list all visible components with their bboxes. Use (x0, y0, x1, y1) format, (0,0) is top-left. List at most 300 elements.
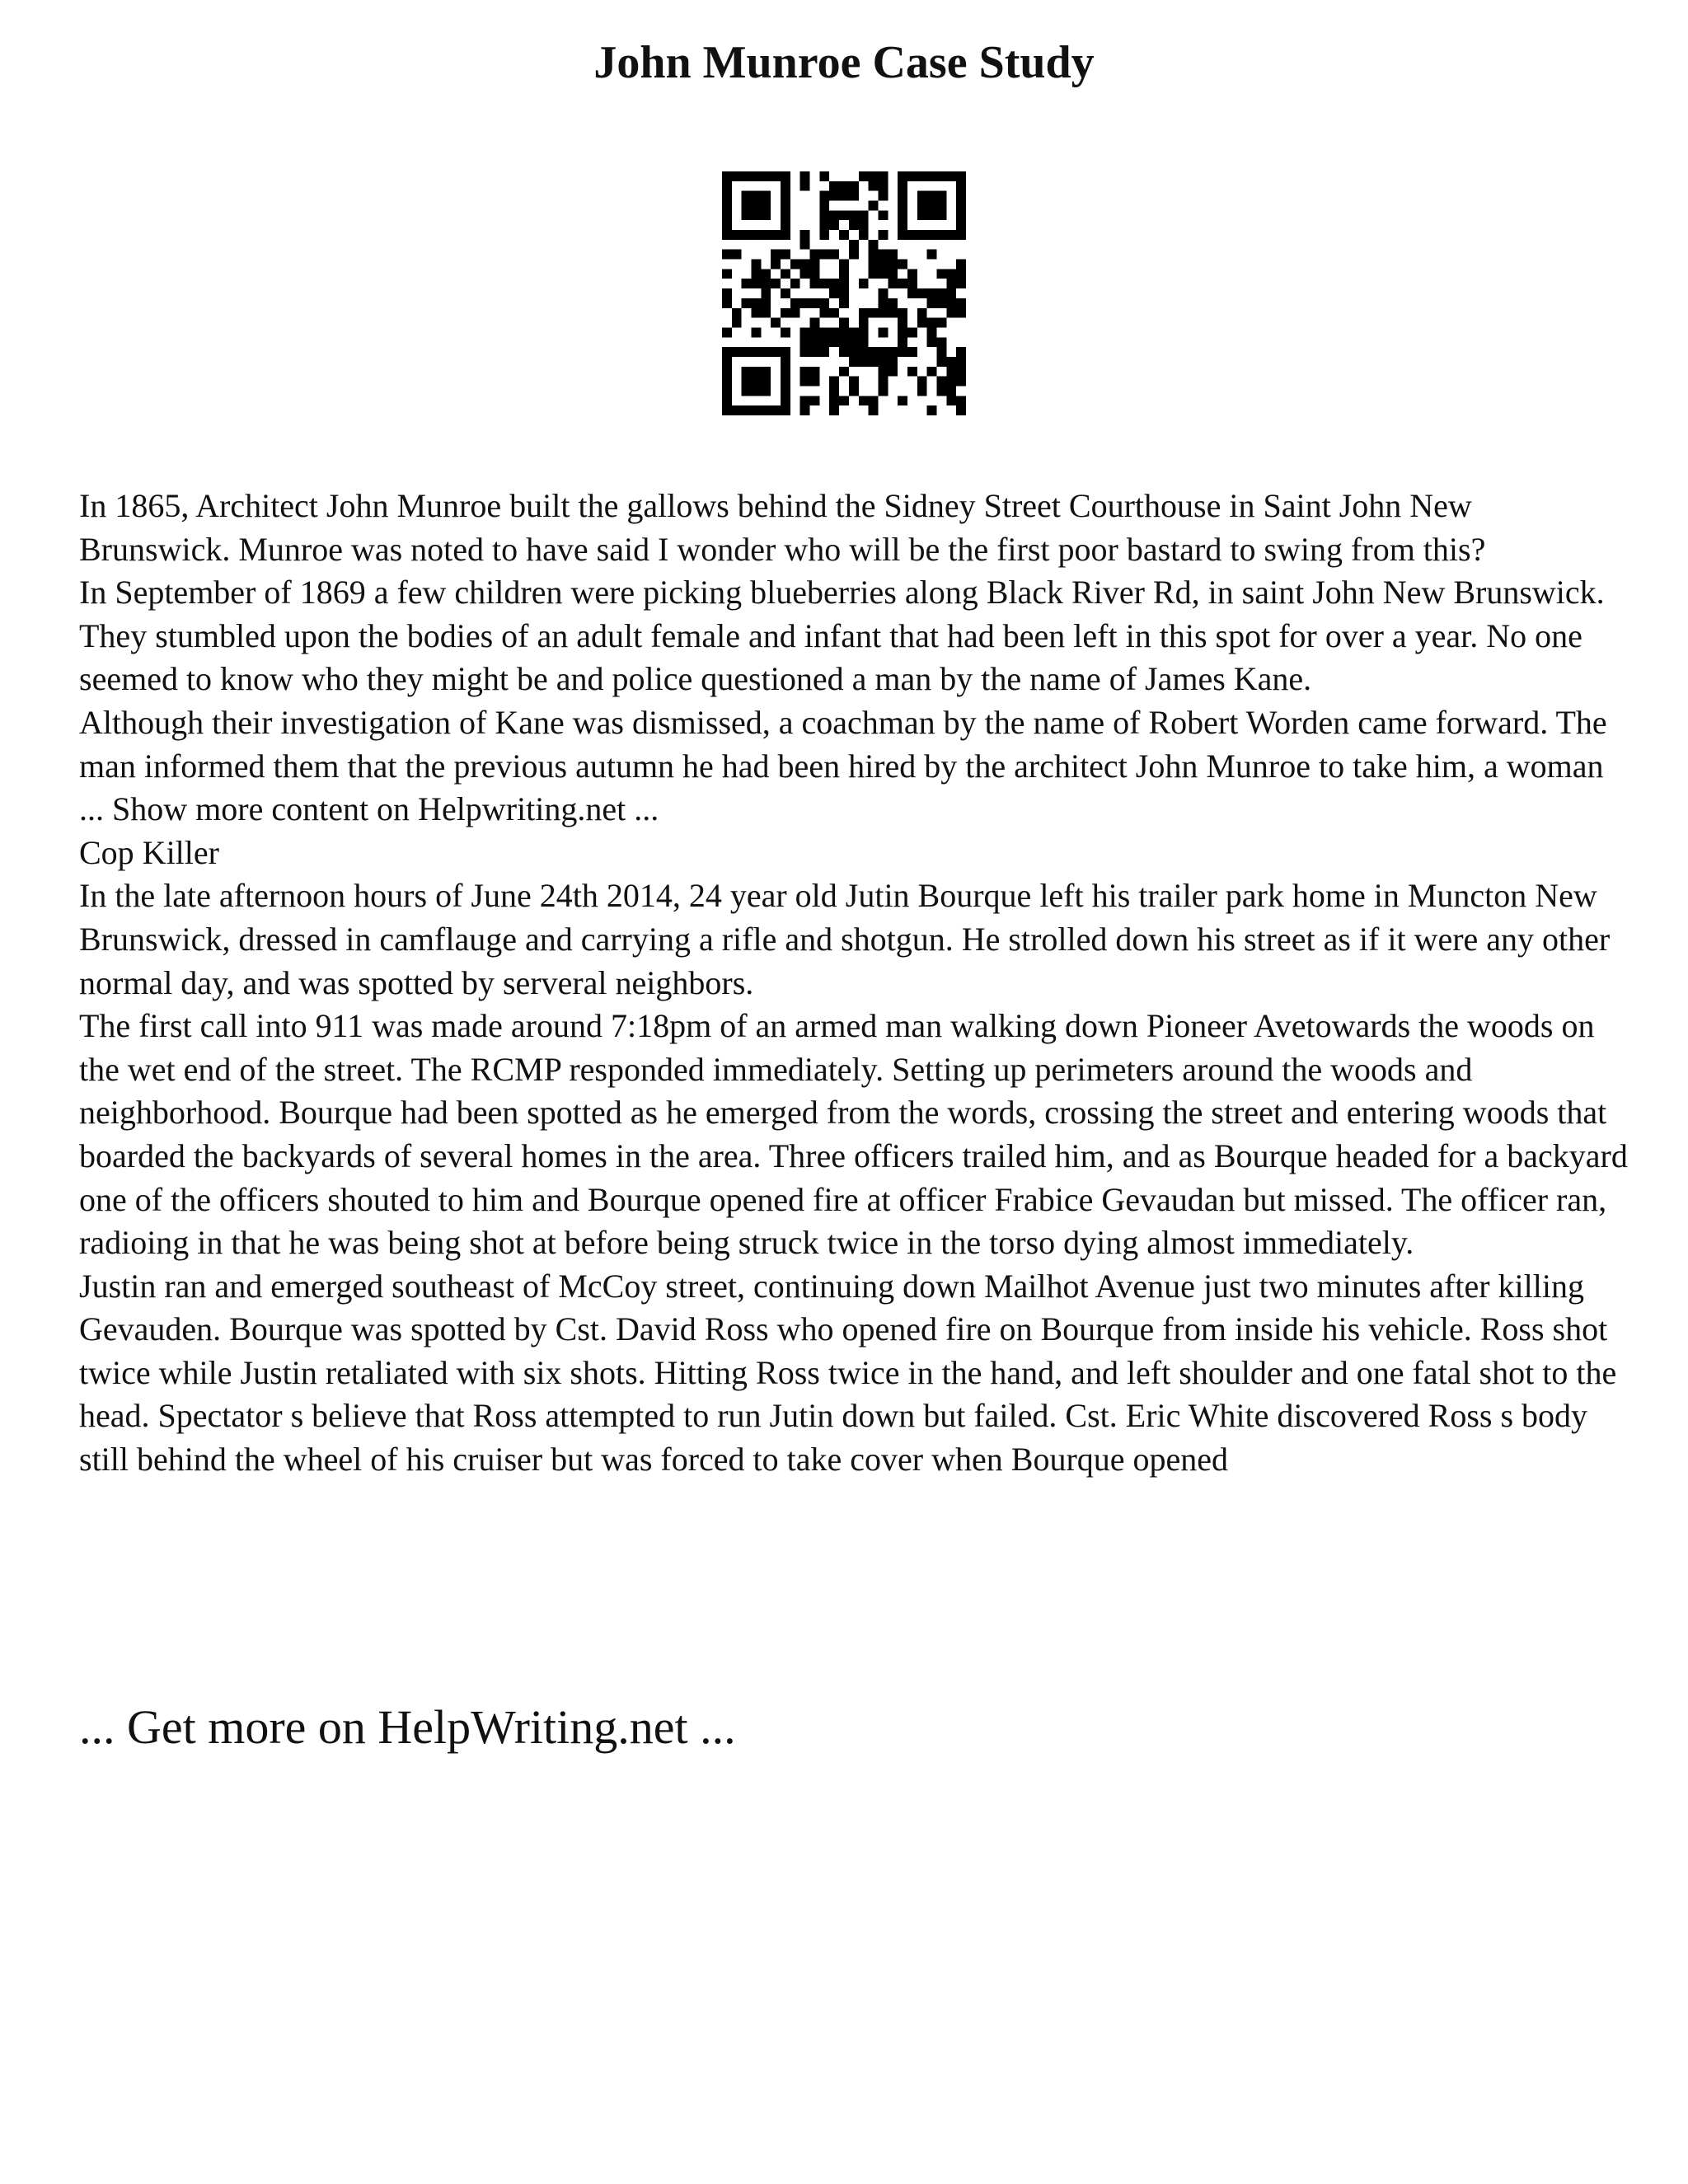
qr-module (790, 308, 800, 318)
qr-module (888, 269, 898, 279)
qr-module (722, 298, 732, 308)
qr-module (936, 347, 946, 357)
qr-module (907, 288, 917, 298)
qr-module (810, 367, 820, 377)
qr-module (936, 191, 946, 201)
qr-module (761, 405, 771, 415)
qr-module (878, 357, 888, 367)
qr-module (869, 308, 879, 318)
qr-module (927, 171, 937, 181)
qr-module (819, 250, 829, 260)
qr-module (927, 230, 937, 240)
qr-module (819, 279, 829, 288)
qr-module (752, 230, 762, 240)
qr-module (927, 288, 937, 298)
qr-module (761, 298, 771, 308)
qr-module (936, 210, 946, 220)
qr-module (771, 260, 781, 269)
qr-module (917, 386, 927, 396)
qr-module (761, 377, 771, 387)
qr-module (781, 396, 790, 405)
qr-module (752, 201, 762, 211)
qr-module (819, 210, 829, 220)
qr-module (956, 220, 966, 230)
qr-module (917, 171, 927, 181)
qr-module (722, 367, 732, 377)
qr-module (819, 327, 829, 337)
qr-module (898, 337, 907, 347)
qr-module (761, 201, 771, 211)
qr-module (781, 230, 790, 240)
qr-module (819, 230, 829, 240)
qr-module (936, 298, 946, 308)
qr-module (722, 269, 732, 279)
qr-module (829, 337, 839, 347)
qr-module (722, 201, 732, 211)
qr-module (810, 269, 820, 279)
qr-module (810, 327, 820, 337)
qr-module (722, 230, 732, 240)
qr-module (732, 405, 742, 415)
qr-module (732, 347, 742, 357)
qr-module (839, 279, 849, 288)
qr-module (829, 396, 839, 405)
qr-module (878, 191, 888, 201)
paragraph: In September of 1869 a few children were picking blueberries along Black River Rd, in saint John New Brunswick. They stumbled upon the bodies of an adult female and infant that had been left in this spot for over a year. No one seemed to know who they might be and police questioned a man by the name of James Kane. (79, 574, 1605, 698)
qr-module (956, 279, 966, 288)
qr-module (781, 377, 790, 387)
qr-module (878, 250, 888, 260)
qr-module (898, 220, 907, 230)
qr-module (742, 191, 752, 201)
qr-module (829, 220, 839, 230)
qr-module (956, 357, 966, 367)
qr-module (898, 191, 907, 201)
qr-module (936, 377, 946, 387)
qr-module (859, 327, 869, 337)
qr-module (742, 210, 752, 220)
qr-module (849, 191, 859, 201)
qr-module (839, 337, 849, 347)
qr-module (869, 250, 879, 260)
qr-module (849, 327, 859, 337)
qr-module (781, 405, 790, 415)
qr-module (917, 308, 927, 318)
qr-module (839, 269, 849, 279)
qr-module (917, 210, 927, 220)
qr-module (869, 240, 879, 250)
qr-module (936, 201, 946, 211)
qr-module (859, 308, 869, 318)
qr-module (742, 347, 752, 357)
qr-module (810, 318, 820, 328)
qr-module (829, 181, 839, 191)
qr-module (907, 230, 917, 240)
qr-module (722, 377, 732, 387)
qr-module (907, 279, 917, 288)
qr-module (898, 181, 907, 191)
qr-module (927, 327, 937, 337)
qr-module (849, 220, 859, 230)
qr-module (761, 347, 771, 357)
qr-module (898, 347, 907, 357)
qr-module (839, 327, 849, 337)
get-more-link[interactable]: ... Get more on HelpWriting.net ... (79, 1700, 736, 1754)
qr-module (800, 367, 810, 377)
qr-module (800, 240, 810, 250)
qr-module (781, 250, 790, 260)
qr-module (927, 367, 937, 377)
qr-module (732, 230, 742, 240)
qr-module (956, 396, 966, 405)
qr-module (946, 386, 956, 396)
qr-module (878, 386, 888, 396)
qr-module (752, 367, 762, 377)
qr-module (859, 171, 869, 181)
qr-module (888, 308, 898, 318)
qr-module (839, 210, 849, 220)
qr-module (781, 347, 790, 357)
qr-module (742, 279, 752, 288)
qr-module (761, 171, 771, 181)
qr-module (859, 220, 869, 230)
section-heading: Cop Killer (79, 833, 219, 871)
qr-module (927, 318, 937, 328)
qr-module (956, 210, 966, 220)
qr-module (819, 337, 829, 347)
qr-module (839, 191, 849, 201)
qr-module (849, 210, 859, 220)
qr-module (869, 181, 879, 191)
qr-module (819, 201, 829, 211)
qr-module (752, 191, 762, 201)
qr-module (917, 201, 927, 211)
qr-module (849, 181, 859, 191)
qr-module (819, 298, 829, 308)
qr-module (781, 357, 790, 367)
qr-module (956, 269, 966, 279)
qr-module (722, 181, 732, 191)
qr-module (917, 288, 927, 298)
qr-module (898, 279, 907, 288)
qr-module (839, 288, 849, 298)
qr-module (839, 347, 849, 357)
qr-module (839, 298, 849, 308)
qr-module (869, 357, 879, 367)
qr-module (819, 308, 829, 318)
qr-module (946, 288, 956, 298)
qr-module (849, 337, 859, 347)
qr-module (722, 405, 732, 415)
qr-module (936, 318, 946, 328)
qr-module (878, 308, 888, 318)
paragraph: The first call into 911 was made around 7:18pm of an armed man walking down Pioneer Avetowards the woods on the wet end of the street. The RCMP responded immediately. Setting up perimeters around the woods and neighborhood. Bourque had been spotted as he emerged from the words, crossing the street and entering woods that boarded the backyards of several homes in the area. Three officers trailed him, and as Bourque headed for a backyard one of the officers shouted to him and Bourque opened fire at officer Frabice Gevaudan but missed. The officer ran, radioing in that he was being shot at before being struck twice in the torso dying almost immediately. (79, 1007, 1628, 1262)
qr-module (878, 181, 888, 191)
qr-module (888, 298, 898, 308)
qr-module (771, 318, 781, 328)
qr-module (752, 308, 762, 318)
qr-module (946, 230, 956, 240)
qr-module (771, 250, 781, 260)
qr-module (878, 377, 888, 387)
qr-module (927, 250, 937, 260)
qr-module (810, 396, 820, 405)
qr-module (771, 279, 781, 288)
qr-module (752, 260, 762, 269)
qr-module (888, 279, 898, 288)
qr-module (898, 210, 907, 220)
qr-module (878, 347, 888, 357)
qr-module (742, 298, 752, 308)
qr-module (800, 327, 810, 337)
qr-module (781, 288, 790, 298)
qr-module (849, 250, 859, 260)
qr-module (956, 377, 966, 387)
qr-module (869, 260, 879, 269)
qr-module (829, 377, 839, 387)
qr-module (819, 171, 829, 181)
qr-module (722, 288, 732, 298)
qr-module (898, 230, 907, 240)
qr-module (781, 181, 790, 191)
qr-module (742, 405, 752, 415)
qr-module (956, 201, 966, 211)
qr-module (800, 405, 810, 415)
qr-module (752, 327, 762, 337)
qr-module (907, 347, 917, 357)
qr-module (829, 308, 839, 318)
qr-module (898, 327, 907, 337)
qr-module (810, 250, 820, 260)
qr-module (907, 367, 917, 377)
qr-module (742, 377, 752, 387)
qr-module (800, 347, 810, 357)
qr-module (946, 367, 956, 377)
qr-module (810, 377, 820, 387)
qr-module (810, 347, 820, 357)
qr-module (956, 181, 966, 191)
qr-module (742, 171, 752, 181)
qr-module (722, 347, 732, 357)
qr-module (946, 396, 956, 405)
qr-module (907, 171, 917, 181)
qr-module (732, 171, 742, 181)
qr-module (829, 191, 839, 201)
qr-module (878, 260, 888, 269)
qr-module (956, 405, 966, 415)
qr-module (810, 337, 820, 347)
qr-module (761, 386, 771, 396)
qr-module (878, 210, 888, 220)
qr-module (878, 327, 888, 337)
qr-module (859, 347, 869, 357)
qr-module (752, 298, 762, 308)
qr-module (742, 230, 752, 240)
qr-module (810, 298, 820, 308)
qr-module (927, 210, 937, 220)
qr-module (869, 405, 879, 415)
qr-module (761, 230, 771, 240)
qr-module (722, 191, 732, 201)
qr-module (946, 269, 956, 279)
qr-module (898, 308, 907, 318)
qr-module (800, 171, 810, 181)
qr-module (752, 386, 762, 396)
qr-module (819, 191, 829, 201)
qr-module (800, 377, 810, 387)
qr-module (781, 327, 790, 337)
qr-module (722, 327, 732, 337)
paragraph: Although their investigation of Kane was dismissed, a coachman by the name of Robert Worden came forward. The man informed them that the previous autumn he had been hired by the architect John Munroe to take him, a woman ... Show more content on Helpwriting.net ... (79, 703, 1607, 828)
qr-module (761, 279, 771, 288)
page-title: John Munroe Case Study (593, 37, 1095, 88)
qr-module (849, 386, 859, 396)
qr-module (790, 298, 800, 308)
qr-module (869, 171, 879, 181)
qr-module (859, 230, 869, 240)
qr-module (771, 347, 781, 357)
qr-module (810, 279, 820, 288)
qr-module (927, 298, 937, 308)
qr-module (917, 230, 927, 240)
qr-module (936, 288, 946, 298)
qr-module (839, 318, 849, 328)
qr-module (869, 269, 879, 279)
qr-module (859, 337, 869, 347)
qr-module (722, 171, 732, 181)
qr-module (956, 347, 966, 357)
qr-module (936, 171, 946, 181)
qr-module (839, 260, 849, 269)
qr-module (898, 171, 907, 181)
qr-module (781, 220, 790, 230)
qr-module (742, 201, 752, 211)
qr-module (936, 337, 946, 347)
qr-module (732, 250, 742, 260)
qr-module (956, 298, 966, 308)
qr-module (722, 386, 732, 396)
qr-module (956, 230, 966, 240)
qr-module (898, 260, 907, 269)
qr-module (849, 377, 859, 387)
qr-module (956, 260, 966, 269)
qr-module (878, 288, 888, 298)
qr-module (761, 269, 771, 279)
qr-code-image (722, 171, 966, 415)
qr-module (771, 171, 781, 181)
qr-module (761, 367, 771, 377)
qr-module (946, 279, 956, 288)
qr-module (878, 269, 888, 279)
qr-module (927, 201, 937, 211)
qr-module (752, 279, 762, 288)
qr-module (761, 191, 771, 201)
qr-module (771, 405, 781, 415)
qr-module (859, 396, 869, 405)
qr-module (907, 269, 917, 279)
paragraph: In 1865, Architect John Munroe built the gallows behind the Sidney Street Courthouse in Saint John New Brunswick. Munroe was noted to have said I wonder who will be the first poor bastard to swing from this? (79, 487, 1486, 568)
qr-module (722, 396, 732, 405)
article-body (79, 485, 1629, 1482)
qr-module (800, 181, 810, 191)
qr-module (878, 298, 888, 308)
qr-module (732, 308, 742, 318)
qr-module (800, 337, 810, 347)
qr-module (859, 210, 869, 220)
qr-module (761, 210, 771, 220)
qr-module (936, 386, 946, 396)
qr-module (956, 171, 966, 181)
qr-module (800, 298, 810, 308)
qr-module (752, 210, 762, 220)
qr-module (839, 396, 849, 405)
qr-module (722, 250, 732, 260)
qr-module (927, 405, 937, 415)
qr-module (781, 269, 790, 279)
qr-module (810, 260, 820, 269)
qr-module (927, 337, 937, 347)
qr-module (888, 250, 898, 260)
qr-module (829, 279, 839, 288)
qr-module (752, 377, 762, 387)
qr-module (752, 171, 762, 181)
qr-module (898, 201, 907, 211)
qr-module (781, 308, 790, 318)
qr-module (869, 396, 879, 405)
qr-module (839, 181, 849, 191)
qr-module (869, 347, 879, 357)
qr-module (898, 318, 907, 328)
qr-module (800, 396, 810, 405)
qr-module (781, 191, 790, 201)
qr-module (771, 230, 781, 240)
qr-module (752, 405, 762, 415)
qr-module (761, 288, 771, 298)
qr-module (946, 377, 956, 387)
qr-module (907, 327, 917, 337)
qr-module (781, 210, 790, 220)
qr-code-icon (722, 171, 966, 415)
qr-module (936, 230, 946, 240)
qr-module (917, 377, 927, 387)
qr-module (819, 220, 829, 230)
qr-module (946, 298, 956, 308)
qr-module (878, 171, 888, 181)
qr-module (849, 347, 859, 357)
qr-module (898, 396, 907, 405)
qr-module (722, 357, 732, 367)
qr-module (839, 230, 849, 240)
qr-module (878, 230, 888, 240)
qr-module (800, 260, 810, 269)
qr-module (936, 357, 946, 367)
qr-module (888, 357, 898, 367)
qr-module (790, 279, 800, 288)
qr-module (917, 318, 927, 328)
qr-module (888, 260, 898, 269)
qr-module (859, 357, 869, 367)
qr-module (800, 269, 810, 279)
qr-module (800, 230, 810, 240)
qr-module (888, 367, 898, 377)
qr-module (869, 201, 879, 211)
qr-module (829, 386, 839, 396)
qr-module (956, 308, 966, 318)
qr-module (761, 308, 771, 318)
qr-module (742, 386, 752, 396)
qr-module (849, 240, 859, 250)
qr-module (722, 210, 732, 220)
